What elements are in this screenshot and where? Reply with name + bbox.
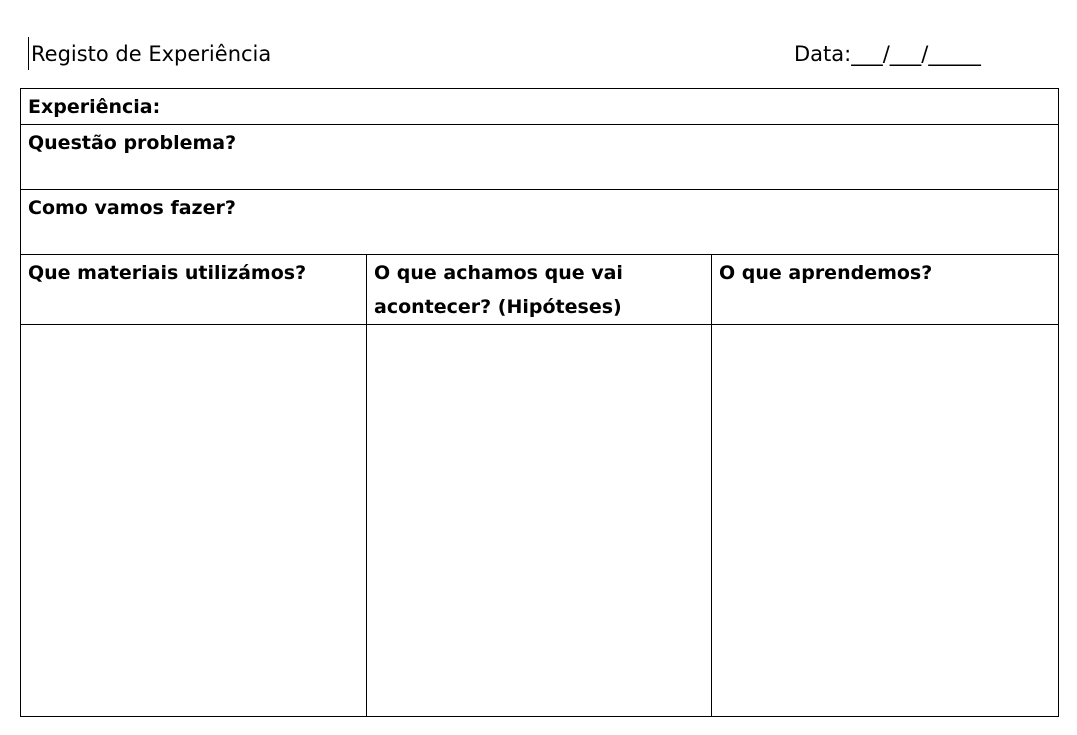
hipoteses-header-cell[interactable] <box>367 255 712 325</box>
experience-record-table <box>20 88 1059 717</box>
experiencia-row <box>21 89 1059 125</box>
como-cell[interactable] <box>21 190 1059 255</box>
questao-cell[interactable] <box>21 125 1059 190</box>
aprendemos-answer-cell[interactable] <box>712 325 1059 717</box>
column-headers-row <box>21 255 1059 325</box>
experiencia-cell[interactable] <box>21 89 1059 125</box>
materiais-answer-cell[interactable] <box>21 325 367 717</box>
como-row <box>21 190 1059 255</box>
document-title: Registo de Experiência <box>31 42 272 66</box>
hipoteses-answer-cell[interactable] <box>367 325 712 717</box>
aprendemos-header-cell[interactable] <box>712 255 1059 325</box>
hipoteses-header: O que achamos que vai acontecer? (Hipóteses) <box>374 262 623 318</box>
experiencia-label: Experiência: <box>28 96 161 118</box>
date-field: Data:___/___/_____ <box>794 42 981 66</box>
materiais-header: Que materiais utilizámos? <box>28 262 307 284</box>
questao-row <box>21 125 1059 190</box>
aprendemos-header: O que aprendemos? <box>719 262 933 284</box>
questao-label: Questão problema? <box>28 132 237 154</box>
como-label: Como vamos fazer? <box>28 197 236 219</box>
answer-row <box>21 325 1059 717</box>
materiais-header-cell[interactable] <box>21 255 367 325</box>
